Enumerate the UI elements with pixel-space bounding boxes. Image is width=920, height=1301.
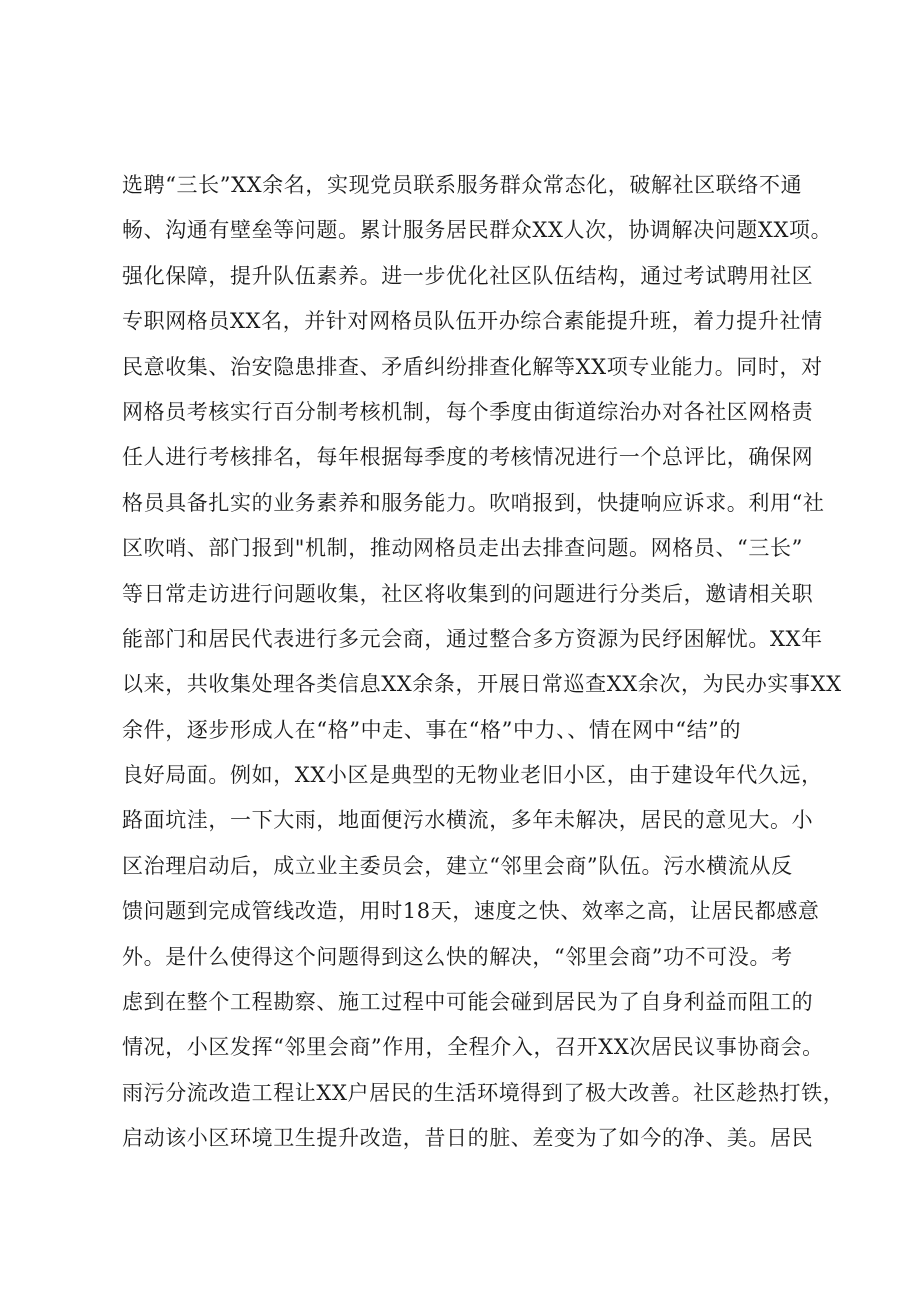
text-line: 格员具备扎实的业务素养和服务能力。吹哨报到，快捷响应诉求。利用“社 (122, 490, 825, 515)
text-line: 任人进行考核排名，每年根据每季度的考核情况进行一个总评比，确保网 (122, 445, 814, 470)
text-line: 畅、沟通有壁垒等问题。累计服务居民群众XX人次，协调解决问题XX项。 (122, 218, 833, 243)
text-line: 选聘“三长”XX余名，实现党员联系服务群众常态化，破解社区联络不通 (122, 173, 803, 197)
text-line: 外。是什么使得这个问题得到这么快的解决，“邻里会商”功不可没。考 (122, 944, 793, 969)
text-line: 余件，逐步形成人在“格”中走、事在“格”中力、、情在网中“结”的 (122, 717, 742, 742)
text-line: 强化保障，提升队伍素养。进一步优化社区队伍结构，通过考试聘用社区 (122, 263, 814, 288)
text-line: 区治理启动后，成立业主委员会，建立“邻里会商”队伍。污水横流从反 (122, 853, 793, 878)
text-line: 虑到在整个工程勘察、施工过程中可能会碰到居民为了自身利益而阻工的 (122, 990, 814, 1015)
text-line: 等日常走访进行问题收集，社区将收集到的问题进行分类后，邀请相关职 (122, 581, 814, 606)
text-line: 馈问题到完成管线改造，用时18天，速度之快、效率之高，让居民都感意 (122, 899, 820, 924)
text-line: 雨污分流改造工程让XX户居民的生活环境得到了极大改善。社区趁热打铁， (122, 1080, 845, 1105)
text-line: 区吹哨、部门报到"机制，推动网格员走出去排查问题。网格员、“三长” (122, 536, 803, 561)
text-line: 能部门和居民代表进行多元会商，通过整合多方资源为民纾困解忧。XX年 (122, 626, 823, 651)
text-line: 网格员考核实行百分制考核机制，每个季度由街道综治办对各社区网格责 (122, 399, 814, 424)
text-line: 路面坑洼，一下大雨，地面便污水横流，多年未解决，居民的意见大。小 (122, 808, 814, 833)
text-line: 民意收集、治安隐患排查、矛盾纠纷排查化解等XX项专业能力。同时，对 (122, 354, 823, 379)
text-line: 启动该小区环境卫生提升改造，昔日的脏、差变为了如今的净、美。居民 (122, 1126, 814, 1151)
text-line: 以来，共收集处理各类信息XX余条，开展日常巡查XX余次，为民办实事XX (122, 672, 842, 697)
text-line: 情况，小区发挥“邻里会商”作用，全程介入，召开XX次居民议事协商会。 (122, 1035, 824, 1060)
body-text (122, 163, 845, 1162)
text-line: 专职网格员XX名，并针对网格员队伍开办综合素能提升班，着力提升社情 (122, 309, 823, 334)
text-line: 良好局面。例如，XX小区是典型的无物业老旧小区，由于建设年代久远， (122, 763, 823, 788)
